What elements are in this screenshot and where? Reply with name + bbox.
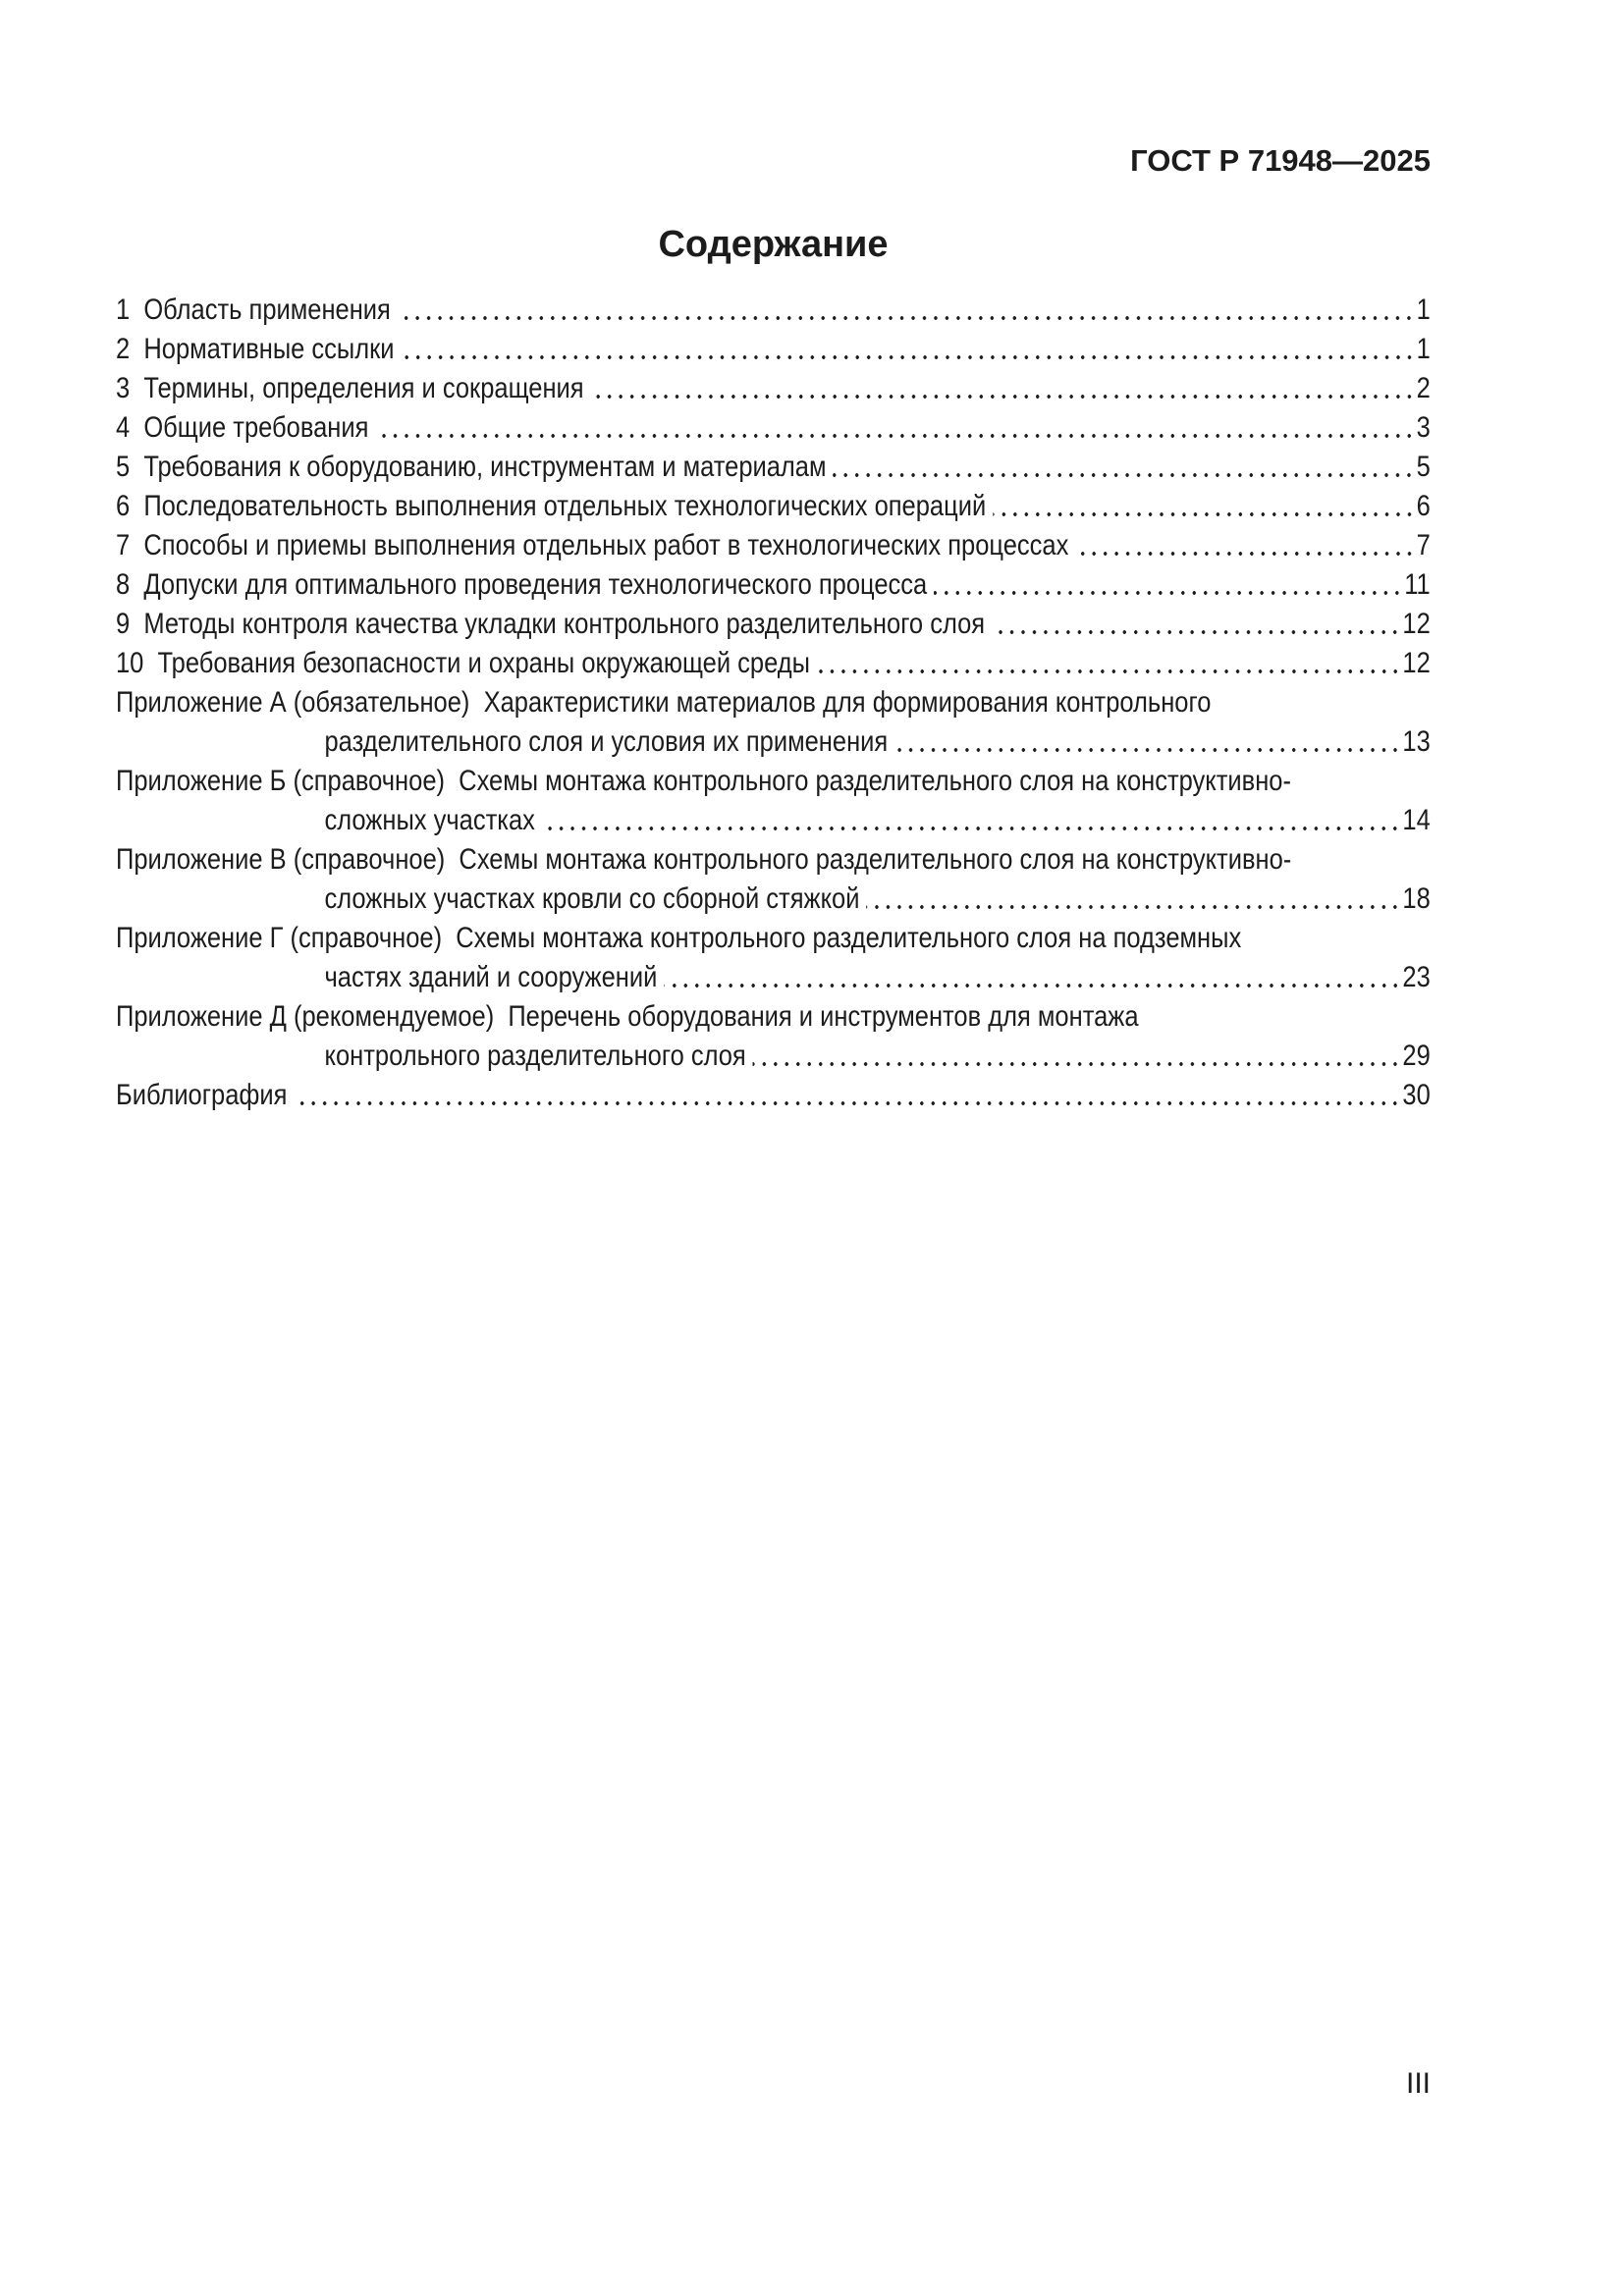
toc-page-number: 2 xyxy=(1416,372,1431,404)
toc-entry-text: 8 Допуски для оптимального проведения технологического процесса xyxy=(116,568,928,601)
toc-entry-text: Приложение Д (рекомендуемое) Перечень оборудования и инструментов для монтажа xyxy=(116,1000,1139,1033)
toc-entry-line xyxy=(116,369,1431,408)
dotted-leader xyxy=(992,605,1402,644)
toc-entry-text: 1 Область применения xyxy=(116,294,391,326)
toc-entry xyxy=(116,997,1431,1076)
toc-entry-text: 10 Требования безопасности и охраны окружающей среды xyxy=(116,647,810,679)
dotted-leader xyxy=(894,722,1402,762)
toc-entry-line xyxy=(116,565,1431,605)
toc-page-number: 18 xyxy=(1402,882,1431,915)
toc-entry-text: 5 Требования к оборудованию, инструментам и материалам xyxy=(116,451,827,483)
toc-entry-line xyxy=(116,644,1431,683)
toc-entry-continuation: сложных участках кровли со сборной стяжкой xyxy=(324,882,860,915)
toc-entry-line xyxy=(116,526,1431,565)
toc-entry xyxy=(116,840,1431,919)
toc-entry-line xyxy=(116,330,1431,369)
toc-entry-continuation: сложных участках xyxy=(324,804,535,836)
toc-entry-text: Приложение А (обязательное) Характеристики материалов для формирования контрольного xyxy=(116,686,1212,719)
toc-page-number: 30 xyxy=(1402,1079,1431,1111)
dotted-leader xyxy=(664,958,1402,997)
toc-entry-line xyxy=(116,487,1431,526)
dotted-leader xyxy=(294,1076,1402,1115)
toc-entry xyxy=(116,526,1431,565)
dotted-leader xyxy=(401,330,1416,369)
dotted-leader xyxy=(833,448,1416,487)
dotted-leader xyxy=(934,565,1404,605)
toc-entry-text: 3 Термины, определения и сокращения xyxy=(116,372,584,404)
toc-entry xyxy=(116,448,1431,487)
dotted-leader xyxy=(590,369,1416,408)
toc-entry-text: 9 Методы контроля качества укладки контрольного разделительного слоя xyxy=(116,608,986,640)
toc-entry-line xyxy=(116,801,1431,840)
toc-entry xyxy=(116,644,1431,683)
toc-page-number: 6 xyxy=(1416,490,1431,522)
toc-entry-line xyxy=(116,958,1431,997)
page-title: Содержание xyxy=(658,224,889,265)
toc-entry-text: 2 Нормативные ссылки xyxy=(116,333,395,365)
toc-entry xyxy=(116,330,1431,369)
dotted-leader xyxy=(866,880,1402,919)
toc-entry-text: Приложение В (справочное) Схемы монтажа контрольного разделительного слоя на конструктивно- xyxy=(116,843,1292,876)
dotted-leader xyxy=(398,291,1417,330)
dotted-leader xyxy=(753,1037,1403,1076)
toc-page-number: 29 xyxy=(1402,1040,1431,1072)
toc-list xyxy=(116,291,1431,1115)
document-code: ГОСТ Р 71948—2025 xyxy=(1130,143,1431,178)
toc-entry xyxy=(116,291,1431,330)
toc-entry xyxy=(116,1076,1431,1115)
toc-entry xyxy=(116,487,1431,526)
toc-entry-continuation: контрольного разделительного слоя xyxy=(324,1040,746,1072)
dotted-leader xyxy=(993,487,1417,526)
toc-entry-line xyxy=(116,408,1431,448)
toc-entry-continuation: разделительного слоя и условия их применения xyxy=(324,725,889,758)
toc-entry-line xyxy=(116,291,1431,330)
toc-entry-line xyxy=(116,1037,1431,1076)
toc-entry-text: 6 Последовательность выполнения отдельных технологических операций xyxy=(116,490,987,522)
toc-entry-line xyxy=(116,448,1431,487)
page-number: III xyxy=(1405,2067,1431,2100)
toc-entry xyxy=(116,565,1431,605)
toc-entry-line xyxy=(116,605,1431,644)
toc-entry xyxy=(116,369,1431,408)
toc-entry xyxy=(116,919,1431,997)
toc-page-number: 11 xyxy=(1404,568,1431,601)
dotted-leader xyxy=(817,644,1403,683)
toc-entry-text: 4 Общие требования xyxy=(116,411,369,444)
toc-page-number: 1 xyxy=(1416,294,1431,326)
toc-entry xyxy=(116,683,1431,762)
toc-entry-text: Приложение Г (справочное) Схемы монтажа контрольного разделительного слоя на подземных xyxy=(116,922,1242,954)
toc-page-number: 3 xyxy=(1416,411,1431,444)
toc-entry-text: 7 Способы и приемы выполнения отдельных работ в технологических процессах xyxy=(116,529,1069,561)
toc-entry-line xyxy=(116,722,1431,762)
dotted-leader xyxy=(1075,526,1416,565)
toc-page-number: 13 xyxy=(1402,725,1431,758)
toc-page-number: 5 xyxy=(1416,451,1431,483)
toc-entry xyxy=(116,408,1431,448)
toc-page-number: 1 xyxy=(1416,333,1431,365)
toc-entry xyxy=(116,605,1431,644)
toc-page-number: 12 xyxy=(1402,647,1431,679)
toc-entry-line xyxy=(116,1076,1431,1115)
toc-page-number: 14 xyxy=(1402,804,1431,836)
toc-entry-line xyxy=(116,880,1431,919)
dotted-leader xyxy=(542,801,1403,840)
toc-entry xyxy=(116,762,1431,840)
toc-entry-text: Приложение Б (справочное) Схемы монтажа контрольного разделительного слоя на конструктивно- xyxy=(116,765,1291,797)
toc-page-number: 12 xyxy=(1402,608,1431,640)
toc-entry-continuation: частях зданий и сооружений xyxy=(324,961,658,993)
toc-entry-text: Библиография xyxy=(116,1079,288,1111)
dotted-leader xyxy=(375,408,1416,448)
toc-page-number: 23 xyxy=(1402,961,1431,993)
toc-page-number: 7 xyxy=(1416,529,1431,561)
